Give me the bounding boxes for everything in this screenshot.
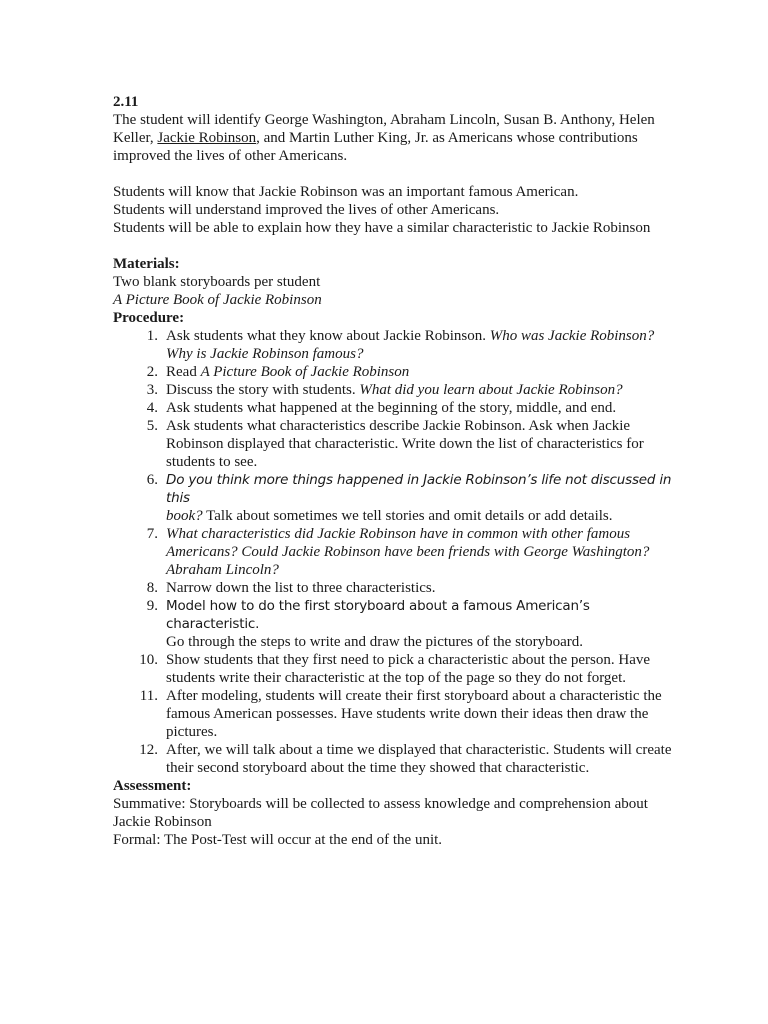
procedure-step: 6. Do you think more things happened in Jackie Robinson’s life not discussed in this book? Talk about sometimes we tell stories and omit details or add details. bbox=[146, 472, 672, 524]
procedure-step: 4. Ask students what happened at the beginning of the story, middle, and end. bbox=[146, 400, 617, 416]
procedure-step: 10. Show students that they first need to pick a characteristic about the person. Have students write their characteristic at the top of the page so they do not forget. bbox=[139, 652, 651, 686]
procedure-step: 8. Narrow down the list to three characteristics. bbox=[146, 580, 436, 596]
objective: Students will understand improved the lives of other Americans. bbox=[113, 202, 500, 218]
lesson-plan bbox=[113, 93, 673, 849]
jackie-robinson-underlined: Jackie Robinson bbox=[157, 130, 257, 146]
procedure-step: 1. Ask students what they know about Jackie Robinson. Who was Jackie Robinson? Why is Jackie Robinson famous? bbox=[146, 328, 655, 362]
objective: Students will be able to explain how they have a similar characteristic to Jackie Robinson bbox=[113, 220, 651, 236]
procedure-step: 5. Ask students what characteristics describe Jackie Robinson. Ask when Jackie Robinson displayed that characteristic. Write down the list of characteristics for students to see. bbox=[146, 418, 644, 470]
assessment-heading: Assessment: bbox=[113, 778, 192, 794]
standard-number: 2.11 bbox=[113, 94, 139, 110]
assessment-formal: Formal: The Post-Test will occur at the end of the unit. bbox=[113, 832, 443, 848]
assessment-summative: Summative: Storyboards will be collected to assess knowledge and comprehension about Jackie Robinson bbox=[113, 796, 648, 830]
procedure-step: 3. Discuss the story with students. What did you learn about Jackie Robinson? bbox=[146, 382, 623, 398]
materials-item: Two blank storyboards per student bbox=[113, 274, 321, 290]
procedure-heading: Procedure: bbox=[113, 310, 185, 326]
procedure-step: 9. Model how to do the first storyboard about a famous American’s characteristic. Go through the steps to write and draw the pictures of the storyboard. bbox=[146, 598, 590, 650]
procedure-step: 2. Read A Picture Book of Jackie Robinson bbox=[146, 364, 410, 380]
procedure-step: 11. After modeling, students will create their first storyboard about a characteristic the famous American possesses. Have students write down their ideas then draw the pictures. bbox=[139, 688, 662, 740]
standard-text: The student will identify George Washington, Abraham Lincoln, Susan B. Anthony, Helen Keller, Jackie Robinson, and Martin Luther King, Jr. as Americans whose contributions improved the lives of other Americans. bbox=[113, 112, 655, 164]
objective: Students will know that Jackie Robinson was an important famous American. bbox=[113, 184, 579, 200]
materials-item: A Picture Book of Jackie Robinson bbox=[113, 292, 322, 308]
procedure-step: 7. What characteristics did Jackie Robinson have in common with other famous Americans? Could Jackie Robinson have been friends with George Washington? Abraham Lincoln? bbox=[146, 526, 650, 578]
materials-heading: Materials: bbox=[113, 256, 180, 272]
procedure-step: 12. After, we will talk about a time we displayed that characteristic. Students will create their second storyboard about the time they showed that characteristic. bbox=[139, 742, 672, 776]
procedure-list bbox=[113, 327, 673, 777]
